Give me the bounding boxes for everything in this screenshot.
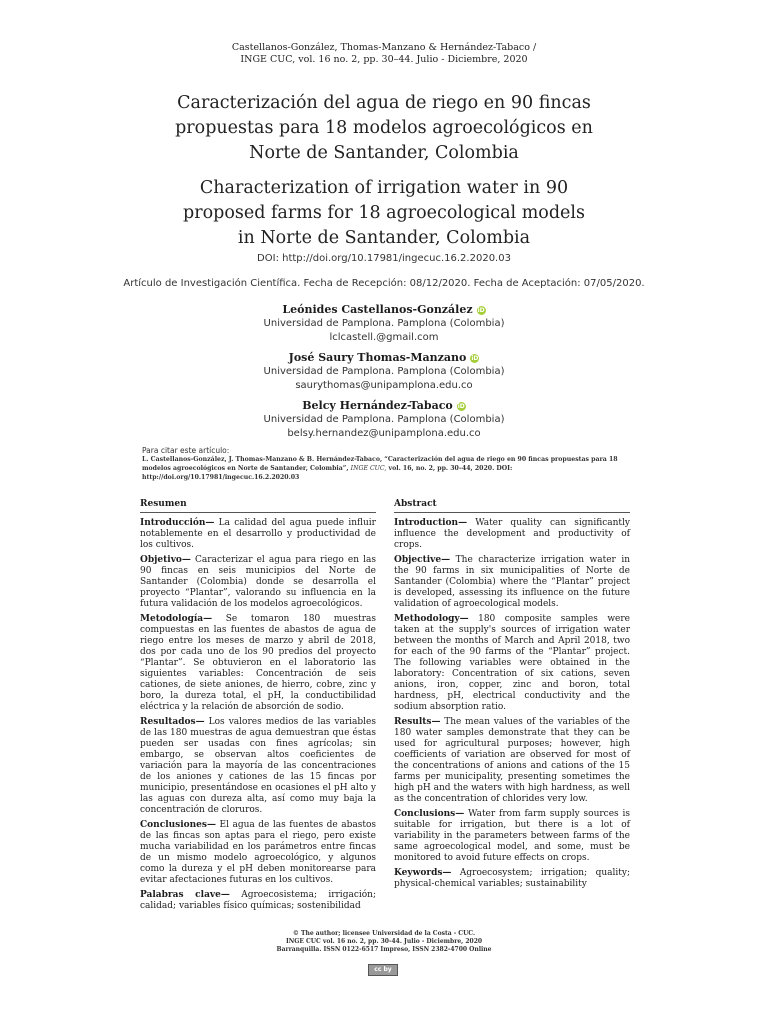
section-label: Conclusions— [394,809,465,819]
title-es-line-3: Norte de Santander, Colombia [249,143,519,163]
copyright-footer [0,930,768,954]
running-header [0,42,768,66]
resumen-heading: Resumen [140,499,376,513]
section-text: Agroecosystem; irrigation; quality; physical-chemical variables; sustainability [394,868,630,889]
abstract-keywords [394,868,630,890]
citation-text [142,455,630,482]
abstract-section [394,555,630,610]
section-label: Introduction— [394,518,468,528]
header-line-1: Castellanos-González, Thomas-Manzano & Hernández-Tabaco / [231,42,537,53]
abstract-section [394,614,630,713]
section-label: Keywords— [394,868,452,878]
citation-body-end: vol. 16, no. 2, pp. 30–44, 2020. DOI: http://doi.org/10.17981/ingecuc.16.2.2020.03 [142,465,513,481]
section-label: Conclusiones— [140,820,216,830]
section-label: Introducción— [140,518,215,528]
title-es-line-1: Caracterización del agua de riego en 90 fincas [177,93,591,113]
orcid-icon[interactable]: iD [471,355,479,362]
footer-line-3: Barranquilla. ISSN 0122-6517 Impreso, ISSN 2382-4700 Online [276,946,492,953]
title-en-line-3: in Norte de Santander, Colombia [237,228,531,248]
author-email[interactable]: belsy.hernandez@unipamplona.edu.co [287,428,481,439]
title-en-line-2: proposed farms for 18 agroecological models [183,203,585,223]
author-name: José Saury Thomas-Manzano [288,351,467,364]
author-affiliation: Universidad de Pamplona. Pamplona (Colombia) [263,366,505,377]
abstract-section [394,809,630,864]
title-es-line-2: propuestas para 18 modelos agroecológicos en [175,118,593,138]
resumen-keywords [140,890,376,912]
article-dates: Artículo de Investigación Científica. Fecha de Recepción: 08/12/2020. Fecha de Aceptación: 07/05/2020. [123,278,645,289]
author-list [0,302,768,446]
section-text: Los valores medios de las variables de las 180 muestras de agua demuestran que éstas pueden ser usadas con fines agrícolas; sin embargo, se observan altos coeficientes de variación para la mayoría de las concentraciones de los aniones y cationes de las 15 fincas por municipio, presentándose en ocasiones el pH alto y las aguas con dureza alta, así como muy baja la concentración de cloruros. [140,717,376,815]
author-block [0,398,768,441]
section-text: El agua de las fuentes de abastos de las fincas son aptas para el riego, pero existe mucha variabilidad en los parámetros entre fincas de un mismo modelo agroecológico, y algunos como la dureza y el pH deben monitorearse para evitar afectaciones futuras en los cultivos. [140,820,376,885]
section-text: The mean values of the variables of the 180 water samples demonstrate that they can be used for agricultural purposes; however, high coefficients of variation are observed for most of the concentrations of anions and cations of the 15 farms per municipality, presenting sometimes the high pH and the waters with high hardness, as well as the concentration of chlorides very low. [394,717,630,804]
citation-journal: INGE CUC, [350,465,387,472]
abstract-column [394,499,630,894]
section-text: The characterize irrigation water in the 90 farms in six municipalities of Norte de Santander (Colombia) where the “Plantar” project is developed, assessing its influence on the future validation of agroecological models. [394,555,630,609]
section-label: Objetivo— [140,555,191,565]
resumen-section [140,518,376,551]
author-affiliation: Universidad de Pamplona. Pamplona (Colombia) [263,318,505,329]
orcid-icon[interactable]: iD [477,307,485,314]
section-label: Palabras clave— [140,890,230,900]
author-block [0,302,768,345]
section-text: Agroecosistema; irrigación; calidad; variables físico químicas; sostenibilidad [140,890,376,911]
section-text: Water from farm supply sources is suitable for irrigation, but there is a lot of variability in the parameters between farms of the same agroecological model, and some, must be monitored to avoid future effects on crops. [394,809,630,863]
title-spanish [0,91,768,166]
section-text: Caracterizar el agua para riego en las 90 fincas en seis municipios del Norte de Santander (Colombia) donde se desarrolla el proyecto “Plantar”, valorando su influencia en la futura validación de los modelos agroecológicos. [140,555,376,609]
abstract-section [394,717,630,805]
author-email[interactable]: saurythomas@unipamplona.edu.co [295,380,473,391]
author-block [0,350,768,393]
footer-line-1: © The author; licensee Universidad de la Costa - CUC. [292,930,476,937]
cc-license-badge[interactable]: cc by [368,964,398,976]
author-email[interactable]: lclcastell.@gmail.com [329,332,439,343]
section-text: 180 composite samples were taken at the supply's sources of irrigation water between the months of March and April 2018, two for each of the 90 farms of the “Plantar” project. The following variables were obtained in the laboratory: Concentration of six cations, seven anions, iron, copper, zinc and boron, total hardness, pH, electrical conductivity and the sodium absorption ratio. [394,614,630,712]
resumen-section [140,555,376,610]
section-label: Results— [394,717,441,727]
orcid-icon[interactable]: iD [457,403,465,410]
section-text: Se tomaron 180 muestras compuestas en las fuentes de abastos de agua de riego entre los meses de marzo y abril de 2018, dos por cada uno de los 90 predios del proyecto “Plantar”. Se obtuvieron en el laboratorio las siguientes variables: Concentración de seis cationes, de siete aniones, de hierro, cobre, zinc y boro, la dureza total, el pH, la conductibilidad eléctrica y la relación de absorción de sodio. [140,614,376,712]
title-en-line-1: Characterization of irrigation water in 90 [199,178,569,198]
section-label: Methodology— [394,614,469,624]
footer-line-2: INGE CUC vol. 16 no. 2, pp. 30-44. Julio - Diciembre, 2020 [285,938,483,945]
section-text: La calidad del agua puede influir notablemente en el desarrollo y productividad de los cultivos. [140,518,376,550]
author-name: Belcy Hernández-Tabaco [302,399,453,412]
section-label: Objective— [394,555,451,565]
section-label: Resultados— [140,717,205,727]
section-text: Water quality can significantly influence the development and productivity of crops. [394,518,630,550]
resumen-section [140,820,376,886]
title-english [0,176,768,251]
author-affiliation: Universidad de Pamplona. Pamplona (Colombia) [263,414,505,425]
resumen-section [140,614,376,713]
citation-block [142,446,630,482]
citation-body-start: L. Castellanos-González, J. Thomas-Manzano & B. Hernández-Tabaco, “Caracterización del agua de riego en 90 fincas propuestas para 18 modelos agroecológicos en Norte de Santander, Colombia”, [142,456,618,472]
abstract-section [394,518,630,551]
section-label: Metodología— [140,614,213,624]
resumen-section [140,717,376,816]
doi-link[interactable]: DOI: http://doi.org/10.17981/ingecuc.16.2.2020.03 [257,253,511,264]
header-line-2: INGE CUC, vol. 16 no. 2, pp. 30–44. Julio - Diciembre, 2020 [240,54,528,65]
citation-label: Para citar este artículo: [142,446,230,455]
author-name: Leónides Castellanos-González [282,303,473,316]
abstract-heading: Abstract [394,499,630,513]
resumen-column [140,499,376,916]
